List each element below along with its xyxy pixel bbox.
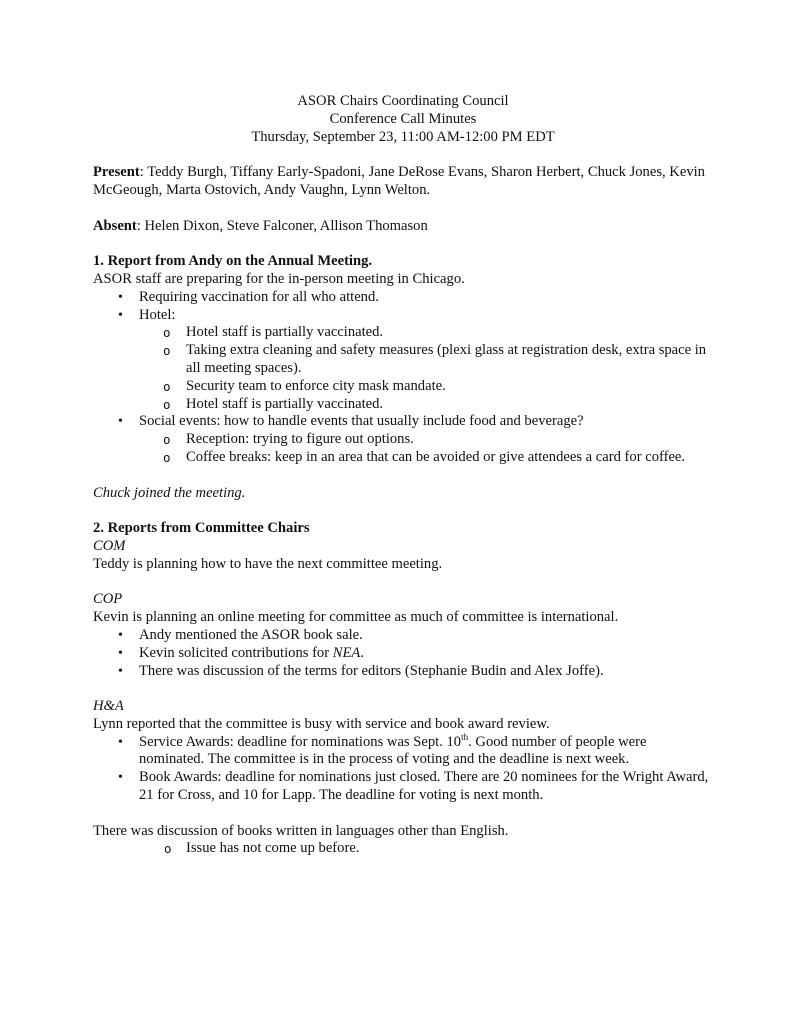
ha-title: H&A: [93, 698, 124, 715]
section1-heading: 1. Report from Andy on the Annual Meeting.: [93, 253, 373, 270]
cop-list: [93, 627, 713, 680]
ha-list: [93, 731, 713, 805]
present-paragraph: [93, 164, 713, 200]
list-item-social-events: [93, 413, 713, 466]
list-item-text: . Good number of people were nominated. The committee is in the process of voting and the deadline is next week.: [139, 733, 647, 768]
list-item: • Andy mentioned the ASOR book sale.: [93, 627, 713, 645]
closing-paragraph: There was discussion of books written in languages other than English.: [93, 822, 509, 839]
list-item: [93, 645, 713, 663]
closing-sublist: [93, 840, 713, 858]
nea-title: NEA: [332, 644, 361, 661]
list-item-hotel: [93, 307, 713, 414]
cop-text: Kevin is planning an online meeting for committee as much of committee is international.: [93, 609, 619, 626]
list-item-text: Service Awards: deadline for nominations was Sept. 10: [139, 733, 462, 750]
absent-label: Absent: [93, 217, 137, 234]
sublist-item: o Hotel staff is partially vaccinated.: [139, 324, 713, 342]
list-item: • There was discussion of the terms for editors (Stephanie Budin and Alex Joffe).: [93, 663, 713, 681]
social-sublist: [139, 431, 713, 467]
section1-intro: ASOR staff are preparing for the in-person meeting in Chicago.: [93, 270, 465, 287]
ordinal-suffix: th: [461, 731, 469, 742]
header-council-name: ASOR Chairs Coordinating Council: [297, 93, 509, 109]
header-meeting-date: Thursday, September 23, 11:00 AM-12:00 PM EDT: [251, 128, 555, 145]
present-names: : Teddy Burgh, Tiffany Early-Spadoni, Jane DeRose Evans, Sharon Herbert, Chuck Jones, Kevin McGeough, Marta Ostovich, Andy Vaughn, Lynn Welton.: [93, 164, 705, 198]
absent-names: : Helen Dixon, Steve Falconer, Allison Thomason: [136, 217, 428, 234]
present-label: Present: [93, 164, 140, 181]
list-item-text: .: [360, 644, 364, 661]
list-item-service-awards: [93, 731, 713, 770]
list-item-text: Social events: how to handle events that usually include food and beverage?: [139, 413, 584, 430]
list-item-text: Requiring vaccination for all who attend.: [139, 288, 379, 305]
list-item-book-awards: • Book Awards: deadline for nominations just closed. There are 20 nominees for the Wright Award, 21 for Cross, and 10 for Lapp. The deadline for voting is next month.: [93, 769, 713, 805]
list-item-text: Hotel:: [139, 306, 176, 323]
hotel-sublist: [139, 324, 713, 413]
header-meeting-type: Conference Call Minutes: [329, 110, 477, 127]
com-title: COM: [93, 537, 126, 554]
sublist-item: o Reception: trying to figure out options.: [139, 431, 713, 449]
absent-paragraph: [93, 218, 713, 236]
document-header: [93, 93, 713, 146]
ha-text: Lynn reported that the committee is busy with service and book award review.: [93, 715, 550, 732]
cop-title: COP: [93, 591, 123, 608]
sublist-item: o Taking extra cleaning and safety measures (plexi glass at registration desk, extra space in all meeting spaces).: [139, 342, 713, 378]
list-item-text: Kevin solicited contributions for: [139, 644, 333, 661]
sublist-item: o Coffee breaks: keep in an area that can be avoided or give attendees a card for coffee.: [139, 449, 713, 467]
sublist-item: o Hotel staff is partially vaccinated.: [139, 396, 713, 414]
com-text: Teddy is planning how to have the next committee meeting.: [93, 555, 443, 572]
list-item-vaccination: [93, 289, 713, 307]
chuck-joined-note: Chuck joined the meeting.: [93, 484, 246, 501]
sublist-item: o Issue has not come up before.: [93, 840, 713, 858]
section1-list: [93, 289, 713, 467]
section2-heading: 2. Reports from Committee Chairs: [93, 520, 310, 537]
minutes-document: [93, 93, 713, 858]
sublist-item: o Security team to enforce city mask mandate.: [139, 378, 713, 396]
